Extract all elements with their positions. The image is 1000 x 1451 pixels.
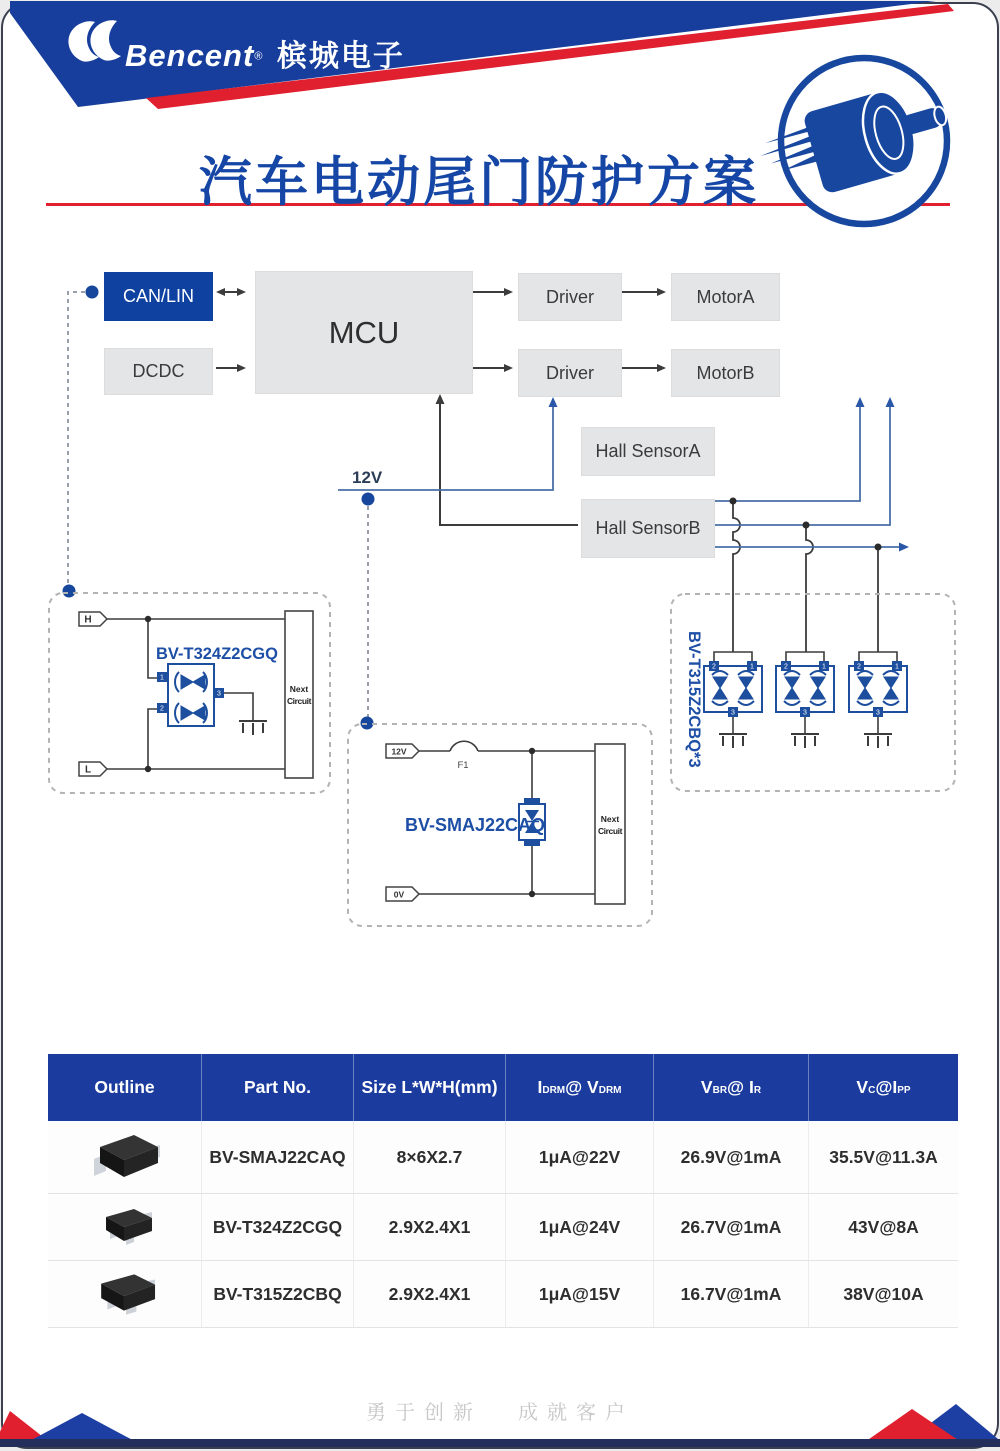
brand-name-cn: 槟城电子 [276,40,405,73]
cell-size: 2.9X2.4X1 [354,1194,506,1260]
cell-vbr: 26.7V@1mA [654,1194,809,1260]
label-12v: 12V [352,468,383,487]
slogan-part-1: 勇于创新 [366,1402,482,1424]
hdr-text: I [537,1077,543,1097]
next-circuit-label: Circuit [286,696,312,706]
table-row [48,1121,958,1194]
block-driver-b: Driver [518,349,622,397]
table-row [48,1194,958,1261]
hdr-text: V [856,1077,869,1097]
col-vc-ipp [809,1054,958,1121]
next-circuit-box [595,744,625,904]
poster-page [1,2,999,1449]
tag-l-label: L [84,764,92,776]
block-hall-sensor-a: Hall SensorA [581,427,715,476]
hdr-sub: C [868,1085,876,1096]
package-image-sma [48,1121,202,1193]
cell-vbr: 26.9V@1mA [654,1121,809,1193]
brand-name: Bencent [125,38,255,73]
table-body [48,1121,958,1328]
hdr-text: @I [875,1077,898,1097]
pin-label: 3 [217,690,221,698]
col-outline: Outline [48,1054,202,1121]
cell-idrm: 1μA@22V [506,1121,654,1193]
next-circuit-label: Next [600,814,620,824]
part-label-t315: BV-T315Z2CBQ*3 [685,631,703,768]
col-size: Size L*W*H(mm) [354,1054,506,1121]
hdr-sub: DRM [542,1085,566,1096]
package-image-sot23 [48,1194,202,1260]
motor-badge [752,58,957,224]
hdr-sub: BR [712,1085,728,1096]
block-dcdc: DCDC [104,348,213,395]
next-circuit-label: Circuit [597,826,623,836]
tag-12v-label: 12V [391,746,407,757]
cell-idrm: 1μA@24V [506,1194,654,1260]
tag-l [79,762,107,776]
hdr-sub: DRM [598,1085,622,1096]
block-can-lin: CAN/LIN [104,272,213,321]
block-motor-a: MotorA [671,273,780,321]
tag-h [79,612,107,626]
hdr-sub: PP [897,1085,911,1096]
part-label-smaj: BV-SMAJ22CAQ [405,815,546,835]
fuse-label: F1 [457,760,469,771]
cell-part: BV-SMAJ22CAQ [202,1121,354,1193]
pin-label: 2 [160,705,164,713]
cell-vc: 38V@10A [843,1283,924,1304]
col-vbr-ir [654,1054,809,1121]
tag-0v-label: 0V [393,889,405,900]
cell-vbr: 16.7V@1mA [654,1261,809,1327]
circuit-t324 [49,593,330,793]
cell-part: BV-T324Z2CGQ [202,1194,354,1260]
package-image-sot23 [48,1261,202,1327]
block-mcu: MCU [255,271,473,394]
slogan-part-2: 成就客户 [518,1402,634,1424]
cell-idrm: 1μA@15V [506,1261,654,1327]
footer-slogan [3,1396,997,1425]
hdr-text: V [700,1077,713,1097]
junction-dots [730,498,882,551]
page-title: 汽车电动尾门防护方案 [199,153,759,212]
hdr-sub: R [753,1085,762,1096]
hdr-text: @ V [565,1077,599,1097]
block-hall-sensor-b: Hall SensorB [581,499,715,558]
block-driver-a: Driver [518,273,622,321]
tag-h-label: H [84,614,92,626]
hdr-text: @ I [727,1077,754,1097]
registered-mark: ® [254,50,263,63]
brand-lockup [125,31,405,75]
col-part-no: Part No. [202,1054,354,1121]
bottom-bar [0,1439,1000,1447]
cell-vc: 35.5V@11.3A [829,1146,938,1167]
cell-size: 8×6X2.7 [354,1121,506,1193]
next-circuit-box [285,611,313,778]
cell-part: BV-T315Z2CBQ [202,1261,354,1327]
cell-vc: 43V@8A [848,1216,919,1237]
table-row [48,1261,958,1328]
cell-size: 2.9X2.4X1 [354,1261,506,1327]
part-label-t324: BV-T324Z2CGQ [156,645,278,663]
circuit-t315 [671,594,955,791]
spec-table [48,1054,958,1328]
col-idrm-vdrm [506,1054,654,1121]
block-motor-b: MotorB [671,349,780,397]
next-circuit-label: Next [289,684,309,694]
pin-label: 1 [160,674,164,682]
table-header-row [48,1054,958,1121]
